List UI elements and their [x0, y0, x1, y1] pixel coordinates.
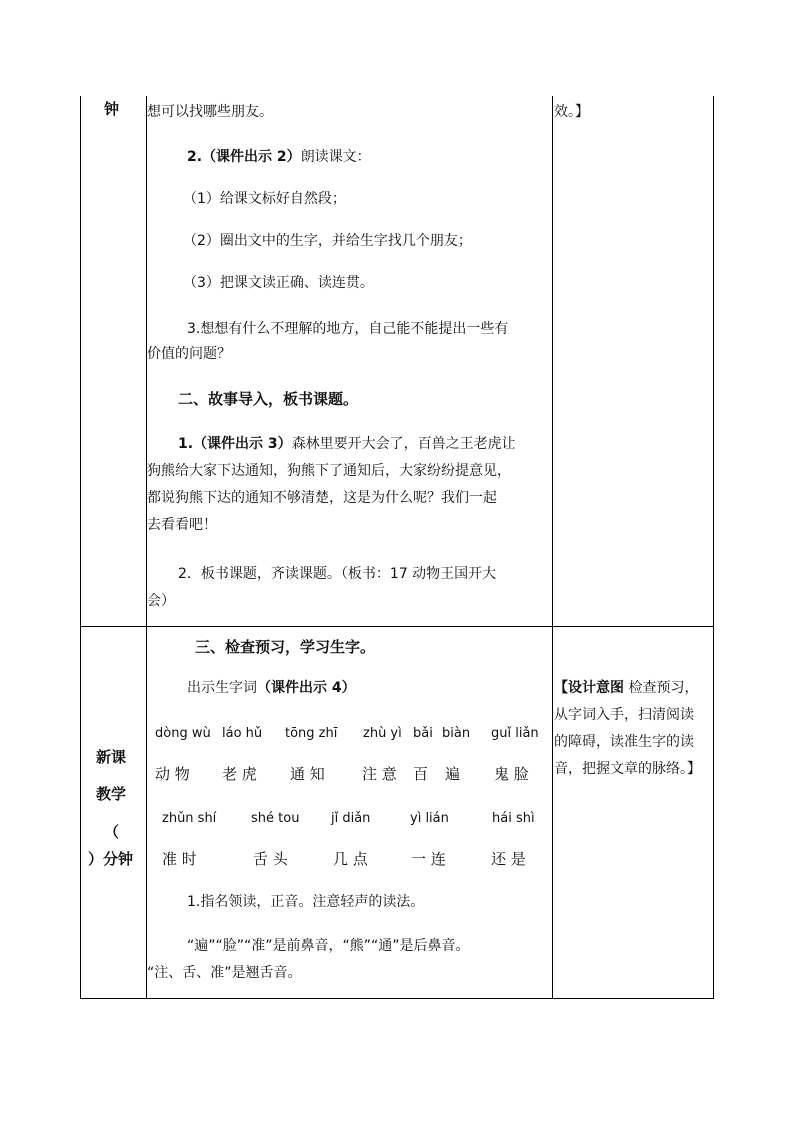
line-0: 想可以找哪些朋友。 — [147, 104, 273, 120]
hanzi-yilian: 一 连 — [411, 850, 446, 868]
design-intent-line3: 的障碍，读准生字的读 — [554, 734, 694, 750]
para1-line1: 1.（课件出示 3）森林里要开大会了，百兽之王老虎让 — [178, 436, 516, 452]
para2-line2: 会） — [147, 593, 175, 609]
line-5: 3.想想有什么不理解的地方，自己能不能提出一些有 — [187, 321, 509, 337]
para2-line1: 2．板书课题，齐读课题。（板书：17 动物王国开大 — [178, 566, 497, 582]
hanzi-tongzhi: 通 知 — [290, 765, 325, 783]
hanzi-zhuyi: 注 意 — [362, 765, 397, 783]
pinyin-laohu: láo hǔ — [222, 726, 263, 741]
para1-line2: 狗熊给大家下达通知，狗熊下了通知后，大家纷纷提意见， — [147, 463, 511, 479]
pinyin-zhuyi: zhù yì — [363, 726, 402, 741]
stage-label-line2: 教学 — [96, 785, 127, 803]
table-border-bottom — [80, 998, 714, 999]
row1-right-text: 效。】 — [554, 104, 589, 120]
table-border-right — [713, 96, 714, 999]
line-2: （1）给课文标好自然段； — [183, 191, 346, 207]
courseware-ref-2: 2.（课件出示 2） — [187, 149, 301, 165]
pinyin-tongzhi: tōng zhī — [285, 726, 338, 741]
stage-label-line4: ）分钟 — [88, 850, 134, 868]
hanzi-guilian: 鬼 脸 — [494, 765, 529, 783]
line-4: （3）把课文读正确、读连贯。 — [183, 275, 374, 291]
design-intent-label: 【设计意图 — [554, 680, 624, 696]
table-divider-1 — [146, 96, 147, 999]
courseware-ref-4: （课件出示 4） — [257, 680, 356, 696]
reading-note-1: 1.指名领读，正音。注意轻声的读法。 — [187, 894, 425, 910]
pinyin-jidian: jǐ diǎn — [331, 811, 371, 826]
pinyin-zhunshi: zhǔn shí — [162, 811, 217, 826]
section-heading-2: 二、故事导入，板书课题。 — [178, 390, 359, 408]
para1-line4: 去看看吧！ — [147, 517, 217, 533]
hanzi-laohu: 老 虎 — [222, 765, 257, 783]
table-divider-2 — [552, 96, 553, 999]
pinyin-guilian: guǐ liǎn — [491, 726, 539, 741]
reading-note-3: “注、舌、准”是翘舌音。 — [147, 965, 302, 981]
design-intent-line1: 【设计意图 检查预习， — [554, 680, 699, 696]
para1-line3: 都说狗熊下达的通知不够清楚，这是为什么呢？我们一起 — [147, 490, 497, 506]
pinyin-haishi: hái shì — [492, 811, 535, 826]
row-separator — [80, 626, 714, 627]
hanzi-haishi: 还 是 — [491, 850, 526, 868]
hanzi-bian: 遍 — [445, 765, 461, 783]
pinyin-bian: biàn — [442, 726, 471, 741]
design-intent-line2: 从字词入手，扫清阅读 — [554, 707, 694, 723]
show-words-line: 出示生字词（课件出示 4） — [187, 680, 356, 696]
section-heading-3: 三、检查预习，学习生字。 — [195, 638, 376, 656]
line-1: 2.（课件出示 2）朗读课文： — [187, 149, 371, 165]
pinyin-dongwu: dòng wù — [155, 726, 211, 741]
courseware-ref-3: 1.（课件出示 3） — [178, 436, 292, 452]
hanzi-zhunshi: 准 时 — [162, 850, 197, 868]
hanzi-jidian: 几 点 — [333, 850, 368, 868]
stage-label-line1: 新课 — [96, 748, 127, 766]
reading-note-2: “遍”“脸”“准”是前鼻音，“熊”“通”是后鼻音。 — [187, 938, 470, 954]
row1-left-label: 钟 — [104, 100, 120, 118]
pinyin-yilian: yì lián — [410, 811, 449, 826]
line-3: （2）圈出文中的生字，并给生字找几个朋友； — [183, 233, 472, 249]
hanzi-bai: 百 — [413, 765, 429, 783]
hanzi-shetou: 舌 头 — [253, 850, 288, 868]
stage-label-line3: （ — [104, 823, 120, 841]
pinyin-shetou: shé tou — [251, 811, 300, 826]
pinyin-bai: bǎi — [413, 726, 433, 741]
hanzi-dongwu: 动 物 — [155, 765, 190, 783]
design-intent-line4: 音，把握文章的脉络。】 — [554, 761, 701, 777]
table-border-left — [80, 96, 81, 999]
line-6: 价值的问题？ — [147, 346, 231, 362]
